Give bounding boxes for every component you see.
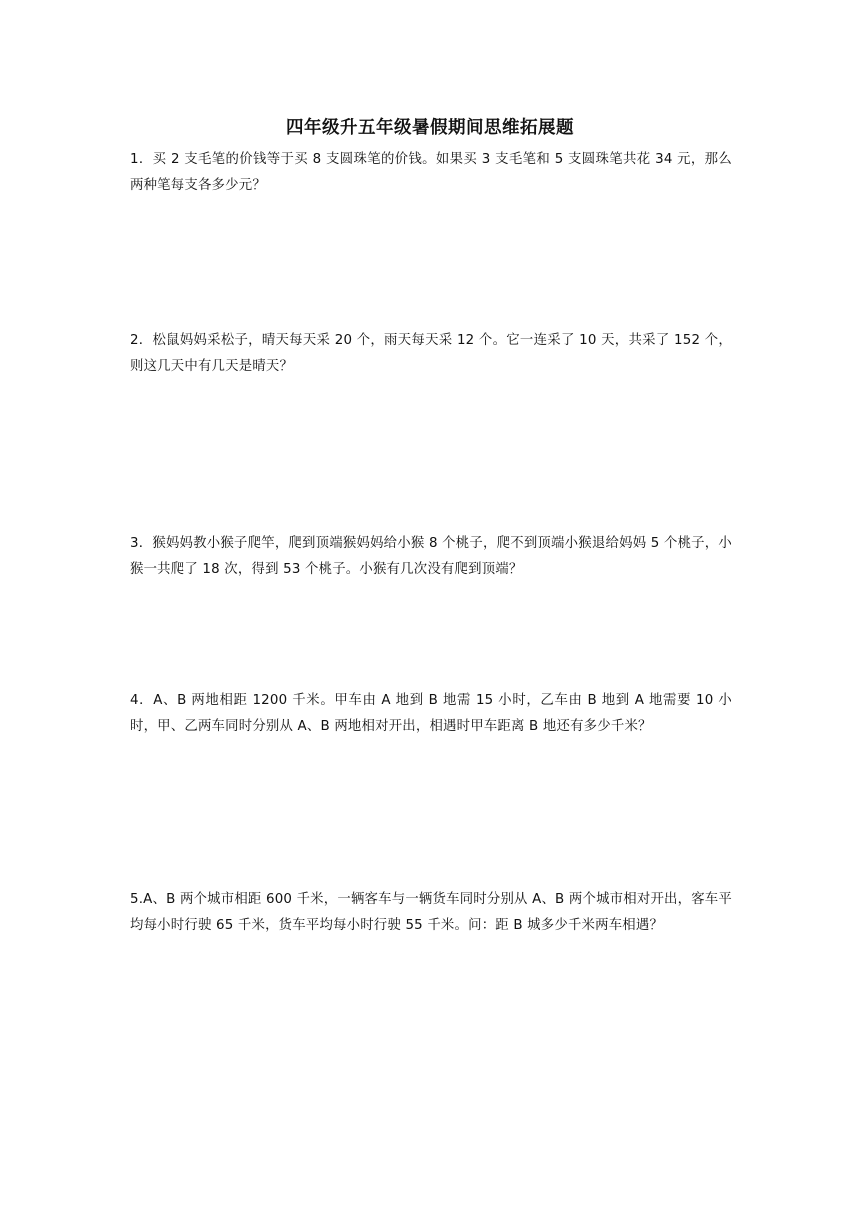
question-4: 4．A、B 两地相距 1200 千米。甲车由 A 地到 B 地需 15 小时，乙车由 B 地到 A 地需要 10 小时，甲、乙两车同时分别从 A、B 两地相对开出，相遇时甲车距离 B 地还有多少千米？ [130,693,732,734]
question-1: 1．买 2 支毛笔的价钱等于买 8 支圆珠笔的价钱。如果买 3 支毛笔和 5 支圆珠笔共花 34 元，那么两种笔每支各多少元？ [130,152,732,193]
document-title: 四年级升五年级暑假期间思维拓展题 [286,118,574,138]
question-5: 5.A、B 两个城市相距 600 千米，一辆客车与一辆货车同时分别从 A、B 两个城市相对开出，客车平均每小时行驶 65 千米，货车平均每小时行驶 55 千米。问：距 B 城多少千米两车相遇？ [130,892,732,933]
question-2: 2．松鼠妈妈采松子，晴天每天采 20 个，雨天每天采 12 个。它一连采了 10 天，共采了 152 个，则这几天中有几天是晴天？ [130,333,732,374]
question-3: 3．猴妈妈教小猴子爬竿，爬到顶端猴妈妈给小猴 8 个桃子，爬不到顶端小猴退给妈妈 5 个桃子，小猴一共爬了 18 次，得到 53 个桃子。小猴有几次没有爬到顶端？ [130,536,732,577]
